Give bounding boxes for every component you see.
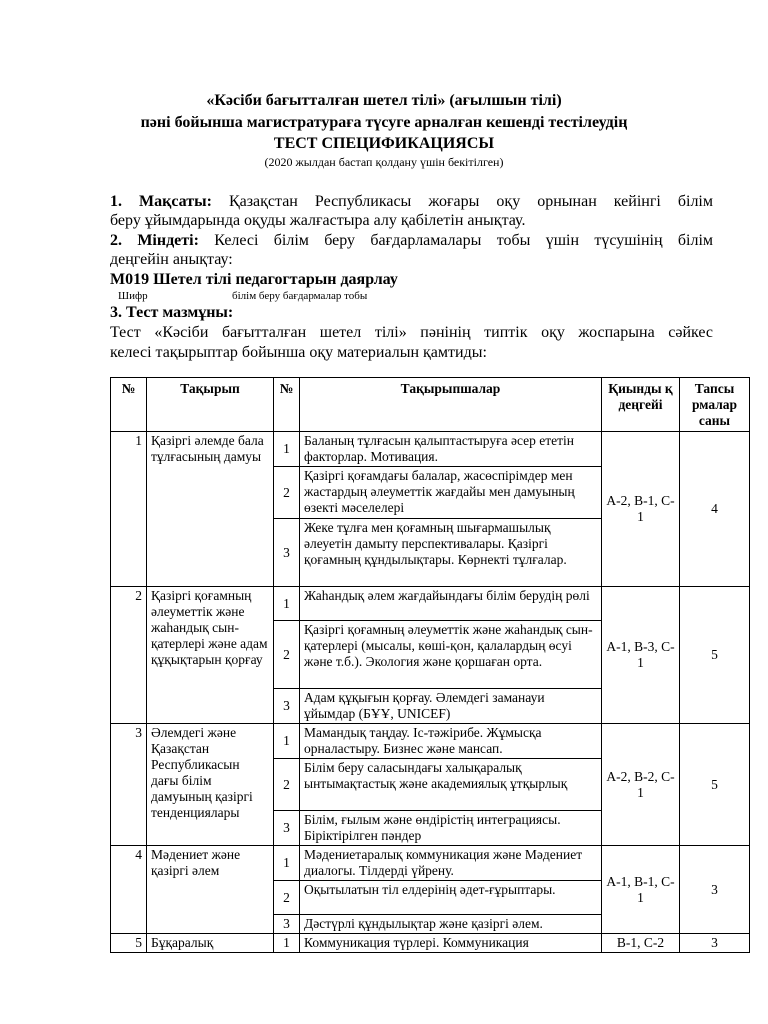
task-count: 3 xyxy=(680,934,750,953)
difficulty-level: B-1, C-2 xyxy=(602,934,680,953)
subtopic-number: 1 xyxy=(274,432,300,467)
subtopic-number: 3 xyxy=(274,811,300,846)
topic-title: Қазіргі қоғамның әлеуметтік және жаһандық сын-қатерлері және адам құқықтарын қорғау xyxy=(147,587,274,724)
subtopic-text: Мамандық таңдау. Іс-тәжірибе. Жұмысқа орналастыру. Бизнес және мансап. xyxy=(300,724,602,759)
topic-title: Бұқаралық xyxy=(147,934,274,953)
table-row xyxy=(111,934,750,953)
table-row xyxy=(111,846,750,881)
difficulty-level: A-2, B-2, C-1 xyxy=(602,724,680,846)
subtopic-text: Жаһандық әлем жағдайындағы білім берудің рөлі xyxy=(300,587,602,621)
purpose-label: 1. Мақсаты: xyxy=(110,193,212,210)
subtopic-number: 3 xyxy=(274,915,300,934)
task-label: 2. Міндеті: xyxy=(110,232,199,249)
subtopic-text: Қазіргі қоғамның әлеуметтік және жаһандық сын-қатерлері (мысалы, көші-қон, қалалардың өсуі және т.б.). Экология және қоршаған орта. xyxy=(300,621,602,689)
col-header-topic: Тақырып xyxy=(147,378,274,432)
program-title: М019 Шетел тілі педагогтарын даярлау xyxy=(110,271,398,288)
caption-code: Шифр xyxy=(118,290,148,302)
topic-number: 2 xyxy=(111,587,147,724)
task-text-2: деңгейін анықтау: xyxy=(110,251,233,268)
caption-group: білім беру бағдармалар тобы xyxy=(232,290,368,302)
title-line-2: пәні бойынша магистратураға түсуге арналған кешенді тестілеудің xyxy=(140,114,628,131)
subtopic-text: Қазіргі қоғамдағы балалар, жасөспірімдер мен жастардың әлеуметтік жағдайы мен дамуының өзекті мәселелері xyxy=(300,467,602,519)
approval-note: (2020 жылдан бастап қолдану үшін бекітілген) xyxy=(264,155,504,169)
topic-number: 1 xyxy=(111,432,147,587)
subtopic-number: 2 xyxy=(274,621,300,689)
difficulty-level: A-1, B-1, C-1 xyxy=(602,846,680,934)
title-line-3: ТЕСТ СПЕЦИФИКАЦИЯСЫ xyxy=(273,135,495,152)
purpose-text-2: беру ұйымдарында оқуды жалғастыра алу қабілетін анықтау. xyxy=(110,212,526,229)
content-text-2: келесі тақырыптар бойынша оқу материалын қамтиды: xyxy=(110,344,487,361)
subtopic-number: 2 xyxy=(274,467,300,519)
subtopic-number: 2 xyxy=(274,881,300,915)
task-count: 3 xyxy=(680,846,750,934)
subtopic-text: Адам құқығын қорғау. Әлемдегі заманауи ұйымдар (БҰҰ, UNICEF) xyxy=(300,689,602,724)
table-row xyxy=(111,587,750,621)
topic-number: 4 xyxy=(111,846,147,934)
subtopic-text: Білім беру саласындағы халықаралық ынтымақтастық және академиялық ұтқырлық xyxy=(300,759,602,811)
col-header-difficulty: Қиынды қ деңгейі xyxy=(602,378,680,432)
topic-title: Мәдениет және қазіргі әлем xyxy=(147,846,274,934)
subtopic-text: Жеке тұлға мен қоғамның шығармашылық әлеуетін дамыту перспективалары. Қазіргі қоғамның құндылықтары. Көрнекті тұлғалар. xyxy=(300,519,602,587)
col-header-count: Тапсы рмалар саны xyxy=(680,378,750,432)
subtopic-text: Оқытылатын тіл елдерінің әдет-ғұрыптары. xyxy=(300,881,602,915)
subtopic-text: Коммуникация түрлері. Коммуникация xyxy=(300,934,602,953)
topic-number: 3 xyxy=(111,724,147,846)
subtopic-text: Мәдениетаралық коммуникация және Мәдениет диалогы. Тілдерді үйрену. xyxy=(300,846,602,881)
subtopic-text: Дәстүрлі құндылықтар және қазіргі әлем. xyxy=(300,915,602,934)
subtopic-number: 1 xyxy=(274,724,300,759)
subtopic-text: Білім, ғылым және өндірістің интеграциясы. Біріктірілген пәндер xyxy=(300,811,602,846)
task-line-1 xyxy=(110,231,713,250)
col-header-no: № xyxy=(111,378,147,432)
difficulty-level: A-1, B-3, C-1 xyxy=(602,587,680,724)
subtopic-number: 3 xyxy=(274,519,300,587)
task-text-1: Келесі білім беру бағдарламалары тобы үшін түсушінің білім xyxy=(214,232,714,249)
subtopic-number: 1 xyxy=(274,934,300,953)
subtopic-number: 1 xyxy=(274,587,300,621)
col-header-subtopics: Тақырыпшалар xyxy=(300,378,602,432)
spec-table xyxy=(110,377,750,953)
task-count: 5 xyxy=(680,587,750,724)
col-header-sub-no: № xyxy=(274,378,300,432)
topic-title: Әлемдегі және Қазақстан Республикасын дағы білім дамуының қазіргі тенденциялары xyxy=(147,724,274,846)
topic-number: 5 xyxy=(111,934,147,953)
content-label: 3. Тест мазмұны: xyxy=(110,304,234,321)
subtopic-text: Баланың тұлғасын қалыптастыруға әсер ететін факторлар. Мотивация. xyxy=(300,432,602,467)
purpose-text-1: Қазақстан Республикасы жоғары оқу орнынан кейінгі білім xyxy=(228,193,713,210)
purpose-line-1 xyxy=(110,192,713,211)
content-text-1: Тест «Кәсіби бағытталған шетел тілі» пәнінің типтік оқу жоспарына сәйкес xyxy=(110,324,713,341)
table-row xyxy=(111,724,750,759)
subtopic-number: 3 xyxy=(274,689,300,724)
task-count: 4 xyxy=(680,432,750,587)
difficulty-level: A-2, B-1, C-1 xyxy=(602,432,680,587)
table-row xyxy=(111,432,750,467)
title-line-1: «Кәсіби бағытталған шетел тілі» (ағылшын тілі) xyxy=(206,92,562,109)
subtopic-number: 2 xyxy=(274,759,300,811)
task-count: 5 xyxy=(680,724,750,846)
table-header-row xyxy=(111,378,750,432)
subtopic-number: 1 xyxy=(274,846,300,881)
topic-title: Қазіргі әлемде бала тұлғасының дамуы xyxy=(147,432,274,587)
